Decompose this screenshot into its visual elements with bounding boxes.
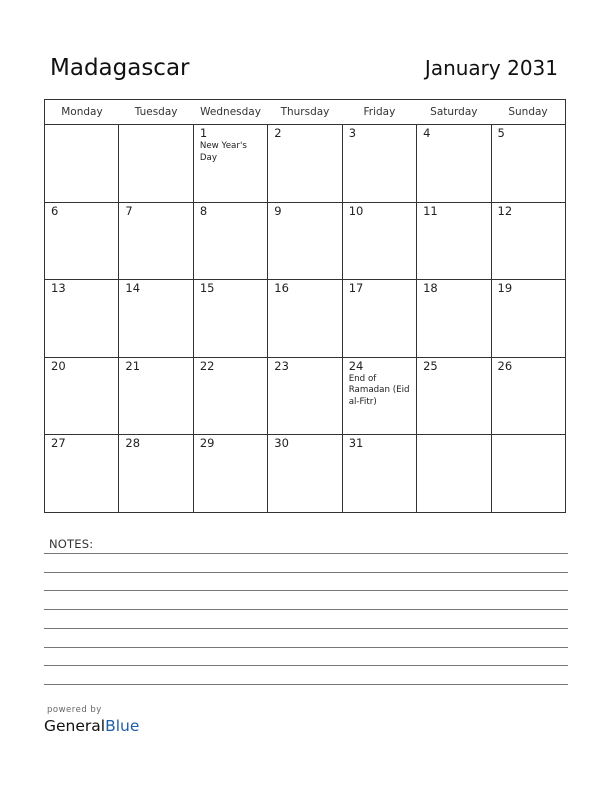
brand-name-part2: Blue bbox=[105, 717, 140, 735]
day-content bbox=[45, 358, 118, 374]
day-content bbox=[417, 358, 490, 374]
day-number: 12 bbox=[497, 203, 513, 218]
calendar-day-cell bbox=[268, 280, 342, 358]
calendar-day-cell bbox=[193, 280, 267, 358]
calendar-month-title: January 2031 bbox=[424, 56, 558, 80]
calendar-day-cell bbox=[45, 357, 119, 435]
calendar-day-cell bbox=[417, 202, 491, 280]
notes-line bbox=[44, 609, 568, 610]
weekday-header-row bbox=[45, 100, 566, 125]
calendar-day-cell bbox=[119, 435, 193, 513]
calendar-week-row bbox=[45, 435, 566, 513]
calendar-day-cell bbox=[491, 435, 565, 513]
day-number: 23 bbox=[274, 358, 289, 373]
calendar-day-cell bbox=[417, 280, 491, 358]
day-content bbox=[492, 280, 565, 296]
notes-line bbox=[44, 647, 568, 648]
day-number: 10 bbox=[348, 203, 364, 218]
notes-line bbox=[44, 665, 568, 666]
day-content bbox=[492, 125, 565, 141]
weekday-header: Sunday bbox=[491, 100, 565, 125]
calendar-day-cell bbox=[491, 357, 565, 435]
brand-logo bbox=[44, 717, 139, 735]
day-content bbox=[194, 125, 267, 165]
calendar-day-cell bbox=[417, 357, 491, 435]
day-content bbox=[45, 203, 118, 219]
calendar-week-row bbox=[45, 280, 566, 358]
day-number: 13 bbox=[51, 281, 66, 296]
day-content bbox=[343, 125, 416, 141]
calendar-country-title: Madagascar bbox=[50, 55, 190, 81]
calendar-day-cell bbox=[119, 125, 193, 203]
calendar-day-cell bbox=[193, 202, 267, 280]
calendar-day-cell bbox=[491, 202, 565, 280]
day-number: 20 bbox=[51, 358, 66, 373]
day-content bbox=[492, 435, 565, 437]
day-number: 31 bbox=[348, 436, 364, 451]
calendar-day-cell bbox=[193, 435, 267, 513]
day-content bbox=[119, 125, 192, 127]
day-content bbox=[119, 435, 192, 451]
day-content bbox=[45, 435, 118, 451]
day-content bbox=[343, 203, 416, 219]
calendar-day-cell bbox=[45, 280, 119, 358]
calendar-week-row bbox=[45, 357, 566, 435]
day-content bbox=[194, 435, 267, 451]
calendar-day-cell bbox=[268, 357, 342, 435]
notes-line bbox=[44, 684, 568, 685]
day-content bbox=[268, 358, 341, 374]
day-number: 7 bbox=[125, 203, 133, 218]
day-number: 28 bbox=[125, 436, 141, 451]
day-content bbox=[119, 203, 192, 219]
calendar-week-row bbox=[45, 202, 566, 280]
calendar-day-cell bbox=[268, 125, 342, 203]
holiday-label: End of Ramadan (Eid al-Fitr) bbox=[348, 373, 410, 407]
calendar-day-cell bbox=[45, 435, 119, 513]
day-number: 15 bbox=[199, 281, 215, 296]
holiday-label: New Year's Day bbox=[199, 141, 247, 163]
day-content bbox=[45, 125, 118, 127]
day-number: 5 bbox=[497, 126, 505, 140]
day-content bbox=[343, 358, 416, 410]
calendar-day-cell bbox=[119, 202, 193, 280]
weekday-header: Saturday bbox=[417, 100, 491, 125]
weekday-header: Thursday bbox=[268, 100, 342, 125]
calendar-day-cell bbox=[193, 125, 267, 203]
day-content bbox=[268, 280, 341, 296]
day-number: 18 bbox=[423, 281, 438, 296]
notes-line bbox=[44, 572, 568, 573]
day-number: 29 bbox=[199, 436, 215, 451]
calendar-day-cell bbox=[268, 435, 342, 513]
day-content bbox=[119, 280, 192, 296]
day-number: 17 bbox=[348, 281, 364, 296]
day-content bbox=[417, 280, 490, 296]
notes-line bbox=[44, 553, 568, 554]
weekday-header: Friday bbox=[342, 100, 416, 125]
day-content bbox=[194, 203, 267, 219]
calendar-day-cell bbox=[119, 357, 193, 435]
calendar-day-cell bbox=[342, 280, 416, 358]
calendar-day-cell bbox=[193, 357, 267, 435]
day-content bbox=[194, 358, 267, 374]
day-number: 22 bbox=[199, 358, 215, 373]
calendar-week-row bbox=[45, 125, 566, 203]
day-number: 26 bbox=[497, 358, 513, 373]
calendar-day-cell bbox=[45, 125, 119, 203]
day-number: 30 bbox=[274, 436, 289, 451]
day-number: 14 bbox=[125, 281, 141, 296]
day-number: 25 bbox=[423, 358, 438, 373]
day-content bbox=[119, 358, 192, 374]
day-content bbox=[492, 203, 565, 219]
day-content bbox=[343, 280, 416, 296]
day-number: 9 bbox=[274, 203, 282, 218]
day-number: 4 bbox=[423, 126, 431, 140]
calendar-day-cell bbox=[119, 280, 193, 358]
calendar-day-cell bbox=[342, 435, 416, 513]
powered-by-text: powered by bbox=[47, 705, 102, 715]
notes-line bbox=[44, 628, 568, 629]
day-content bbox=[492, 358, 565, 374]
notes-line bbox=[44, 590, 568, 591]
day-number: 3 bbox=[348, 126, 357, 140]
day-number: 21 bbox=[125, 358, 141, 373]
calendar-day-cell bbox=[342, 357, 416, 435]
calendar-day-cell bbox=[491, 125, 565, 203]
day-number: 16 bbox=[274, 281, 289, 296]
calendar-day-cell bbox=[342, 125, 416, 203]
day-number: 27 bbox=[51, 436, 66, 451]
day-number: 2 bbox=[274, 126, 282, 140]
day-content bbox=[194, 280, 267, 296]
day-number: 24 bbox=[348, 358, 364, 373]
calendar-day-cell bbox=[417, 125, 491, 203]
calendar-day-cell bbox=[45, 202, 119, 280]
day-number: 6 bbox=[51, 203, 59, 218]
calendar-day-cell bbox=[417, 435, 491, 513]
day-number: 11 bbox=[423, 203, 438, 218]
day-content bbox=[343, 435, 416, 451]
day-content bbox=[417, 203, 490, 219]
weekday-header: Wednesday bbox=[193, 100, 267, 125]
day-number: 8 bbox=[199, 203, 208, 218]
day-content bbox=[417, 435, 490, 437]
day-content bbox=[268, 435, 341, 451]
day-content bbox=[268, 203, 341, 219]
calendar-day-cell bbox=[342, 202, 416, 280]
calendar-day-cell bbox=[491, 280, 565, 358]
brand-name-part1: General bbox=[44, 717, 106, 735]
day-number: 19 bbox=[497, 281, 513, 296]
day-content bbox=[417, 125, 490, 141]
day-content bbox=[45, 280, 118, 296]
weekday-header: Monday bbox=[45, 100, 119, 125]
day-number: 1 bbox=[199, 126, 208, 140]
day-content bbox=[268, 125, 341, 141]
calendar-day-cell bbox=[268, 202, 342, 280]
notes-label: NOTES: bbox=[49, 537, 94, 551]
calendar-grid bbox=[44, 99, 566, 513]
weekday-header: Tuesday bbox=[119, 100, 193, 125]
